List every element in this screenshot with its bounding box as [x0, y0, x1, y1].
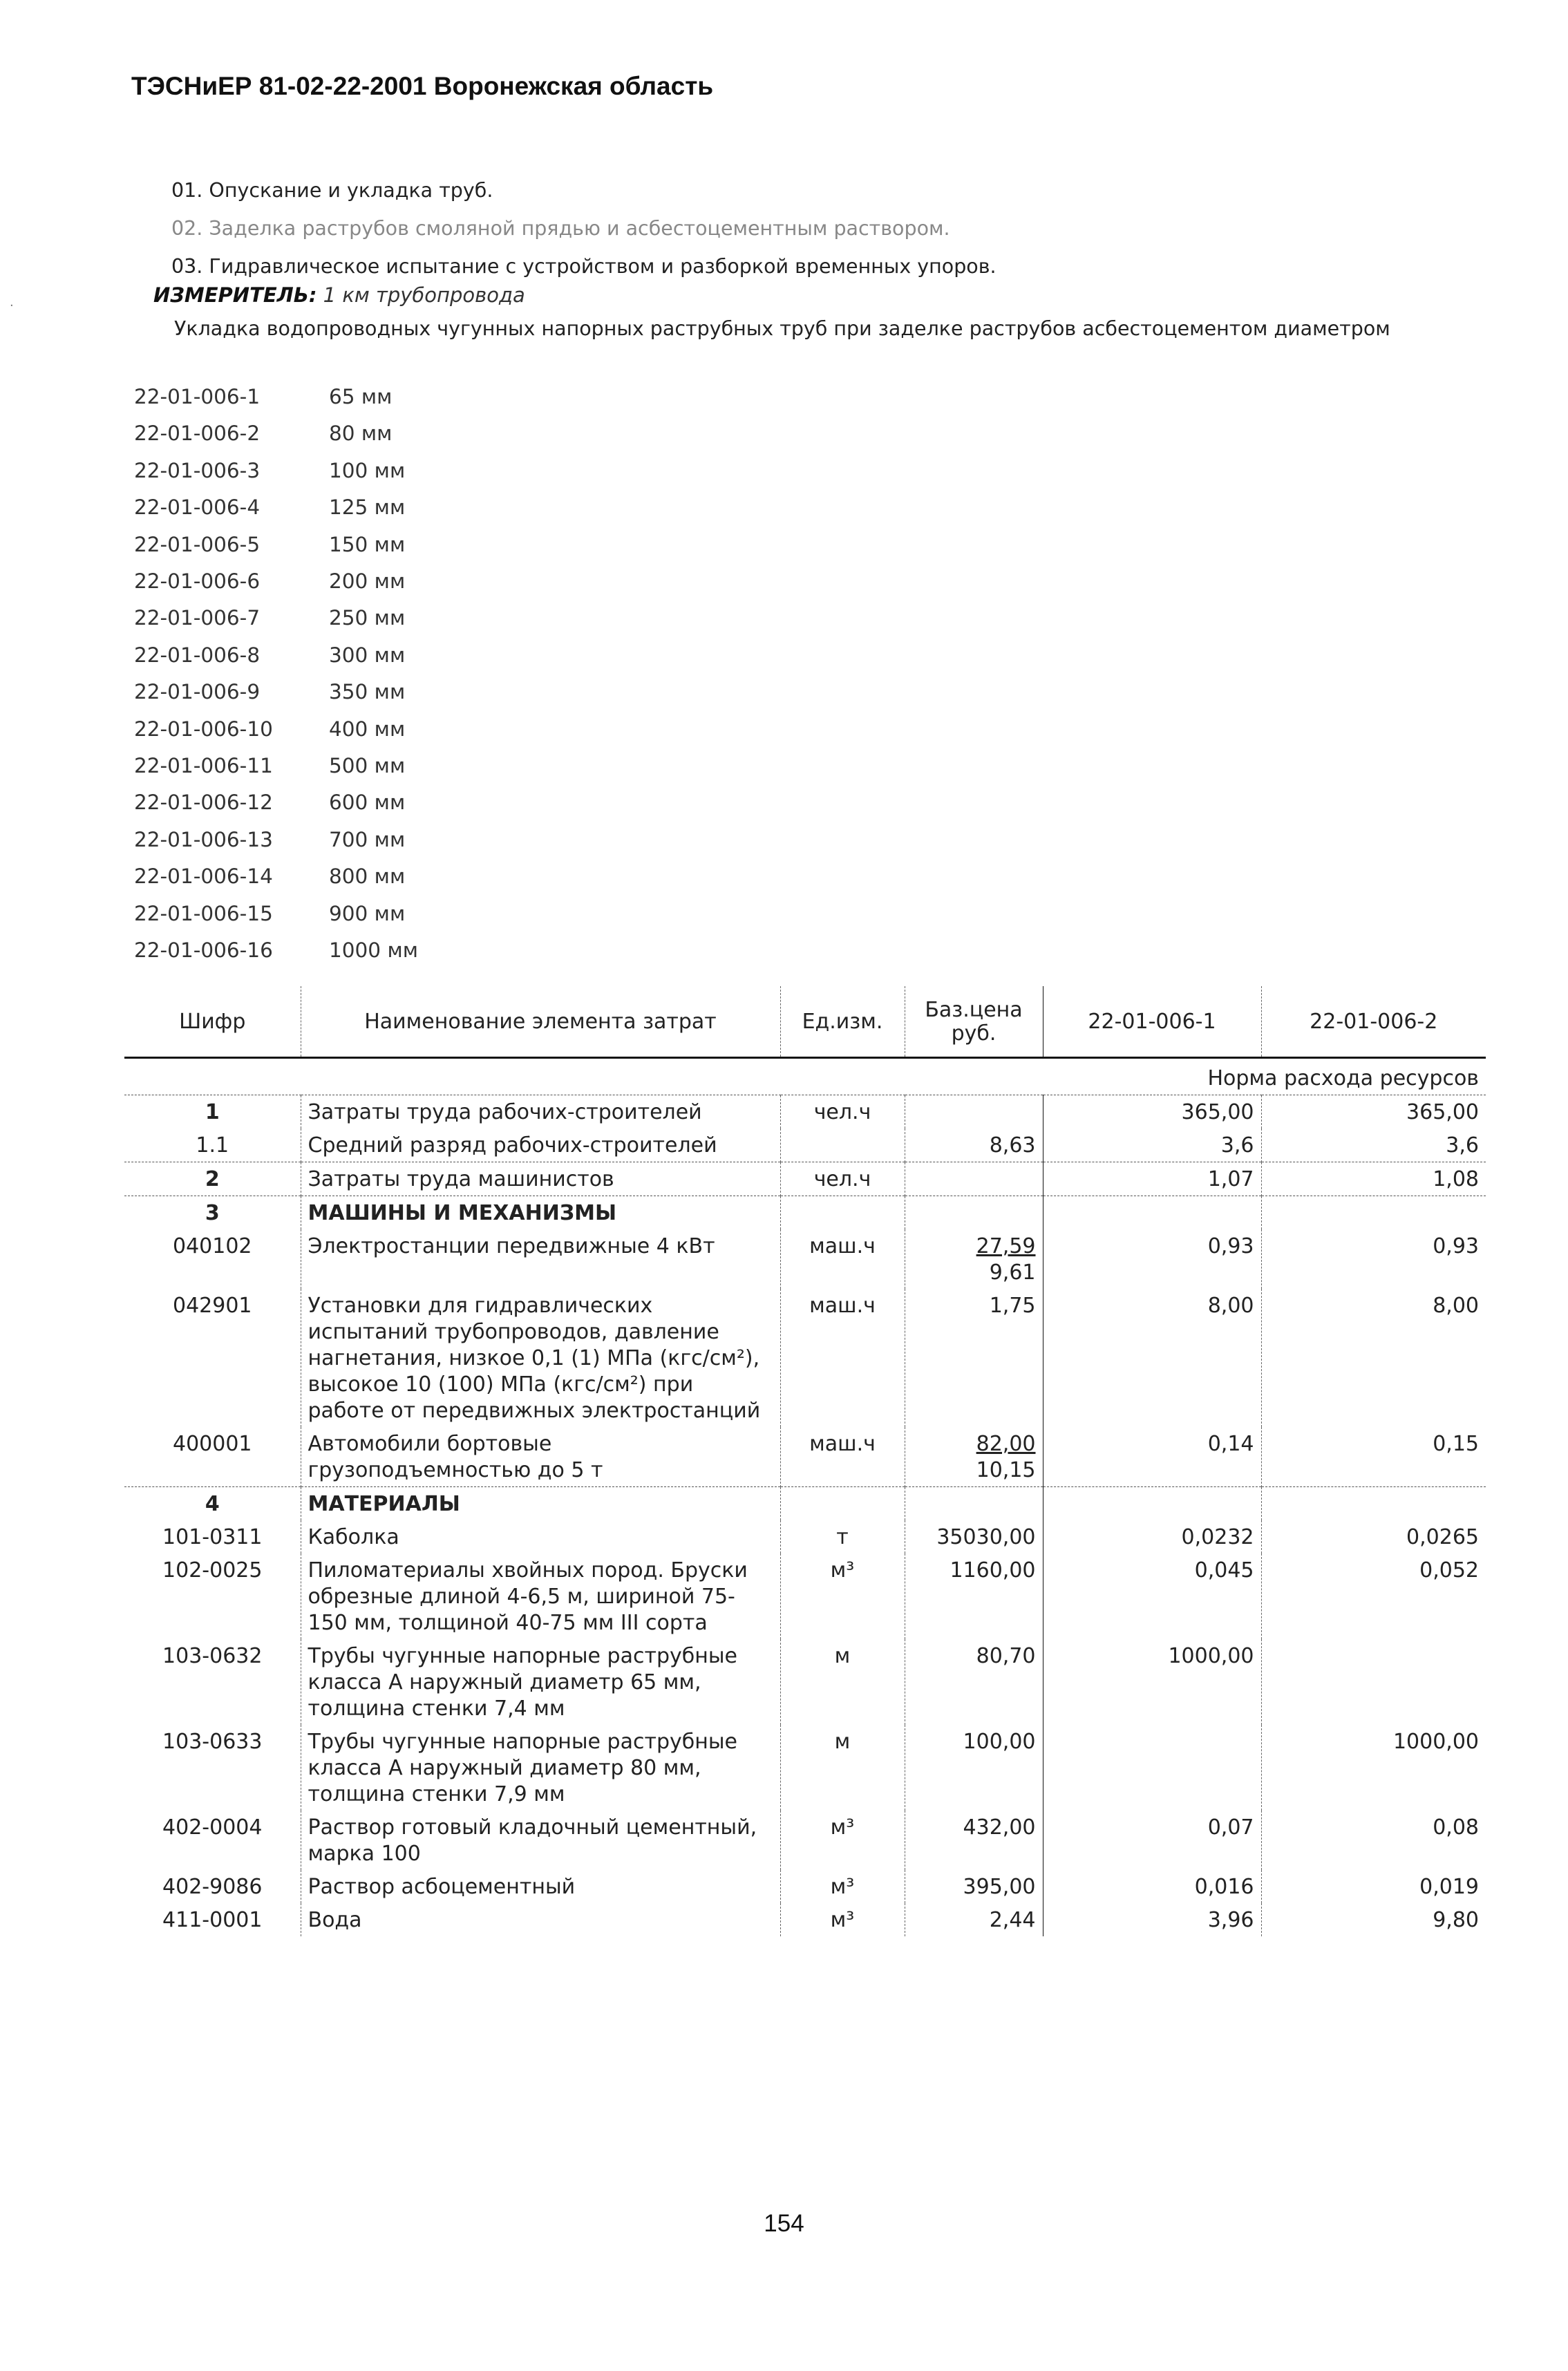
cell-norm-2: 1,08 [1261, 1162, 1486, 1196]
variant-size: 100 мм [329, 458, 406, 482]
price-value: 27,59 [976, 1234, 1036, 1258]
variant-code: 22-01-006-8 [134, 643, 261, 667]
cell-price [905, 1162, 1043, 1196]
variant-code: 22-01-006-11 [134, 754, 273, 778]
variant-row [134, 674, 418, 710]
cell-code: 411-0001 [162, 1908, 263, 1932]
table-row [124, 1128, 1486, 1162]
variant-row [134, 932, 418, 969]
cell-name: Трубы чугунные напорные раструбные класса А наружный диаметр 80 мм, толщина стенки 7,9 мм [301, 1725, 780, 1811]
variant-code: 22-01-006-7 [134, 606, 261, 630]
variant-row [134, 822, 418, 858]
cell-code: 2 [124, 1162, 301, 1196]
variant-row [134, 379, 418, 415]
price-value: 1,75 [989, 1294, 1036, 1318]
cell-code: 102-0025 [162, 1558, 263, 1583]
variant-size: 800 мм [329, 865, 406, 889]
table-row [124, 1725, 1486, 1811]
cell-name: МАТЕРИАЛЫ [301, 1487, 780, 1521]
cell-norm-2: 365,00 [1261, 1095, 1486, 1129]
variant-code: 22-01-006-12 [134, 791, 273, 815]
variant-code: 22-01-006-6 [134, 569, 261, 594]
cell-unit: маш.ч [780, 1289, 905, 1427]
variant-size: 1000 мм [329, 938, 418, 963]
variant-row [134, 489, 418, 526]
variant-code: 22-01-006-4 [134, 495, 261, 520]
cell-norm-2: 0,15 [1261, 1427, 1486, 1487]
price-value: 2,44 [989, 1908, 1036, 1932]
cell-norm-1: 0,93 [1043, 1229, 1261, 1289]
cell-code: 103-0632 [162, 1644, 263, 1668]
table-row [124, 1870, 1486, 1903]
operation-item: 01. Опускание и укладка труб. [171, 179, 493, 202]
variant-row [134, 415, 418, 452]
cell-unit: маш.ч [780, 1229, 905, 1289]
variant-code: 22-01-006-9 [134, 680, 261, 704]
header-col2: 22-01-006-2 [1261, 986, 1486, 1058]
table-row [124, 1811, 1486, 1870]
cell-name: Электростанции передвижные 4 кВт [301, 1229, 780, 1289]
cell-norm-1: 0,0232 [1043, 1520, 1261, 1553]
header-price: Баз.цена руб. [905, 986, 1043, 1058]
variant-row [134, 637, 418, 674]
cell-price [905, 1553, 1043, 1639]
variant-row [134, 563, 418, 600]
variant-row [134, 527, 418, 563]
variant-size: 350 мм [329, 680, 406, 704]
cell-norm-1: 0,016 [1043, 1870, 1261, 1903]
operation-item: 02. Заделка раструбов смоляной прядью и асбестоцементным раствором. [171, 217, 950, 240]
table-row [124, 1520, 1486, 1553]
cell-code: 3 [124, 1196, 301, 1230]
table-row [124, 1162, 1486, 1196]
cell-code: 103-0633 [162, 1730, 263, 1754]
cell-norm-2: 0,0265 [1261, 1520, 1486, 1553]
cell-price [905, 1427, 1043, 1487]
price-value: 8,63 [989, 1133, 1036, 1158]
table-row [124, 1427, 1486, 1487]
cell-name: Вода [301, 1903, 780, 1936]
price-value: 432,00 [963, 1815, 1036, 1840]
table-row [124, 1289, 1486, 1427]
cell-norm-2: 8,00 [1261, 1289, 1486, 1427]
cell-name: Затраты труда машинистов [301, 1162, 780, 1196]
cell-unit: т [780, 1520, 905, 1553]
cell-unit: м³ [780, 1553, 905, 1639]
page-number: 154 [764, 2210, 804, 2237]
operation-item: 03. Гидравлическое испытание с устройством и разборкой временных упоров. [171, 255, 996, 278]
operations-list [171, 171, 996, 285]
variant-size: 80 мм [329, 422, 393, 446]
cell-name: Пиломатериалы хвойных пород. Бруски обрезные длиной 4-6,5 м, шириной 75-150 мм, толщиной 40-75 мм III сорта [301, 1553, 780, 1639]
cell-name: Установки для гидравлических испытаний трубопроводов, давление нагнетания, низкое 0,1 (1) МПа (кгс/см²), высокое 10 (100) МПа (кгс/см²) при работе от передвижных электростанций [301, 1289, 780, 1427]
variant-size: 150 мм [329, 532, 406, 556]
cell-norm-1 [1043, 1725, 1261, 1811]
work-description: Укладка водопроводных чугунных напорных раструбных труб при заделке раструбов асбестоцементом диаметром [174, 317, 1390, 340]
cell-code: 402-9086 [162, 1875, 263, 1899]
table-row [124, 1229, 1486, 1289]
variant-code: 22-01-006-5 [134, 532, 261, 556]
cell-unit: чел.ч [780, 1162, 905, 1196]
cell-norm-1: 3,6 [1043, 1128, 1261, 1162]
cell-norm-2 [1261, 1639, 1486, 1725]
cell-price [905, 1229, 1043, 1289]
cell-unit: м [780, 1639, 905, 1725]
variant-row [134, 784, 418, 821]
cell-price [905, 1289, 1043, 1427]
resource-norm-table [124, 986, 1486, 1936]
variant-code: 22-01-006-2 [134, 422, 261, 446]
price-value: 100,00 [963, 1730, 1036, 1754]
variant-size: 65 мм [329, 385, 393, 408]
norm-caption-row [124, 1058, 1486, 1095]
measure-label: ИЗМЕРИТЕЛЬ: [153, 283, 317, 307]
cell-norm-2: 0,93 [1261, 1229, 1486, 1289]
cell-unit [780, 1196, 905, 1230]
variant-code: 22-01-006-15 [134, 901, 273, 925]
table-row [124, 1095, 1486, 1129]
table-body [124, 1095, 1486, 1937]
price-machinist-value: 9,61 [989, 1260, 1036, 1285]
table-row [124, 1639, 1486, 1725]
measure-value: 1 км трубопровода [323, 283, 525, 307]
header-code: Шифр [124, 986, 301, 1058]
cell-name: Автомобили бортовые грузоподъемностью до 5 т [301, 1427, 780, 1487]
variant-row [134, 600, 418, 636]
cell-unit: м³ [780, 1811, 905, 1870]
price-value: 1160,00 [950, 1558, 1036, 1583]
cell-norm-1 [1043, 1487, 1261, 1521]
cell-norm-1: 3,96 [1043, 1903, 1261, 1936]
cell-unit [780, 1487, 905, 1521]
variant-code: 22-01-006-3 [134, 458, 261, 482]
price-value: 82,00 [976, 1432, 1036, 1456]
cell-norm-2 [1261, 1487, 1486, 1521]
variant-row [134, 858, 418, 895]
price-value: 395,00 [963, 1875, 1036, 1899]
variant-size: 700 мм [329, 827, 406, 851]
cell-code: 4 [124, 1487, 301, 1521]
variant-code: 22-01-006-1 [134, 385, 261, 408]
cell-code: 1 [124, 1095, 301, 1129]
variant-code: 22-01-006-10 [134, 717, 273, 741]
variant-size: 125 мм [329, 495, 406, 520]
header-unit: Ед.изм. [780, 986, 905, 1058]
cell-price [905, 1095, 1043, 1129]
variant-size: 500 мм [329, 754, 406, 778]
price-machinist-value: 10,15 [976, 1458, 1036, 1482]
cell-norm-2: 0,019 [1261, 1870, 1486, 1903]
cell-norm-1: 1,07 [1043, 1162, 1261, 1196]
cell-norm-2: 1000,00 [1261, 1725, 1486, 1811]
cell-code: 101-0311 [162, 1525, 263, 1549]
norm-caption: Норма расхода ресурсов [1207, 1066, 1479, 1090]
cell-unit: м³ [780, 1903, 905, 1936]
cell-norm-2 [1261, 1196, 1486, 1230]
cell-name: Трубы чугунные напорные раструбные класса А наружный диаметр 65 мм, толщина стенки 7,4 мм [301, 1639, 780, 1725]
cell-price [905, 1903, 1043, 1936]
cell-price [905, 1487, 1043, 1521]
cell-name: Каболка [301, 1520, 780, 1553]
document-header: ТЭСНиЕР 81-02-22-2001 Воронежская область [131, 72, 714, 100]
cell-norm-1: 365,00 [1043, 1095, 1261, 1129]
variant-row [134, 748, 418, 784]
cell-norm-2: 9,80 [1261, 1903, 1486, 1936]
variant-row [134, 453, 418, 489]
variant-size: 250 мм [329, 606, 406, 630]
table-row [124, 1487, 1486, 1521]
cell-price [905, 1870, 1043, 1903]
header-col1: 22-01-006-1 [1043, 986, 1261, 1058]
cell-norm-1 [1043, 1196, 1261, 1230]
variant-row [134, 711, 418, 748]
cell-name: Раствор готовый кладочный цементный, марка 100 [301, 1811, 780, 1870]
cell-unit: м³ [780, 1870, 905, 1903]
cell-name: МАШИНЫ И МЕХАНИЗМЫ [301, 1196, 780, 1230]
variant-code: 22-01-006-13 [134, 827, 273, 851]
scan-mark: · [10, 299, 14, 313]
cell-norm-2: 0,08 [1261, 1811, 1486, 1870]
cell-unit: м [780, 1725, 905, 1811]
cell-price [905, 1725, 1043, 1811]
cell-price [905, 1520, 1043, 1553]
table-row [124, 1553, 1486, 1639]
variant-size: 400 мм [329, 717, 406, 741]
table-row [124, 1903, 1486, 1936]
cell-norm-1: 0,045 [1043, 1553, 1261, 1639]
header-name: Наименование элемента затрат [301, 986, 780, 1058]
cell-code: 1.1 [196, 1133, 229, 1158]
variants-list [134, 379, 418, 970]
cell-code: 400001 [172, 1432, 252, 1456]
cell-price [905, 1639, 1043, 1725]
cell-name: Затраты труда рабочих-строителей [301, 1095, 780, 1129]
cell-norm-1: 8,00 [1043, 1289, 1261, 1427]
price-value: 80,70 [976, 1644, 1036, 1668]
cell-name: Раствор асбоцементный [301, 1870, 780, 1903]
cell-code: 402-0004 [162, 1815, 263, 1840]
table-header-row [124, 986, 1486, 1058]
variant-size: 200 мм [329, 569, 406, 594]
cell-unit [780, 1128, 905, 1162]
variant-size: 900 мм [329, 901, 406, 925]
cell-norm-1: 1000,00 [1043, 1639, 1261, 1725]
measure-line [153, 283, 525, 307]
table-row [124, 1196, 1486, 1230]
cell-unit: маш.ч [780, 1427, 905, 1487]
variant-row [134, 896, 418, 932]
cell-norm-2: 3,6 [1261, 1128, 1486, 1162]
cell-unit: чел.ч [780, 1095, 905, 1129]
cell-name: Средний разряд рабочих-строителей [301, 1128, 780, 1162]
cell-price [905, 1811, 1043, 1870]
variant-code: 22-01-006-14 [134, 865, 273, 889]
cell-code: 040102 [172, 1234, 252, 1258]
variant-size: 600 мм [329, 791, 406, 815]
price-value: 35030,00 [936, 1525, 1036, 1549]
cell-norm-2: 0,052 [1261, 1553, 1486, 1639]
cell-code: 042901 [172, 1294, 252, 1318]
cell-price [905, 1196, 1043, 1230]
cell-price [905, 1128, 1043, 1162]
variant-code: 22-01-006-16 [134, 938, 273, 963]
cell-norm-1: 0,07 [1043, 1811, 1261, 1870]
variant-size: 300 мм [329, 643, 406, 667]
cell-norm-1: 0,14 [1043, 1427, 1261, 1487]
